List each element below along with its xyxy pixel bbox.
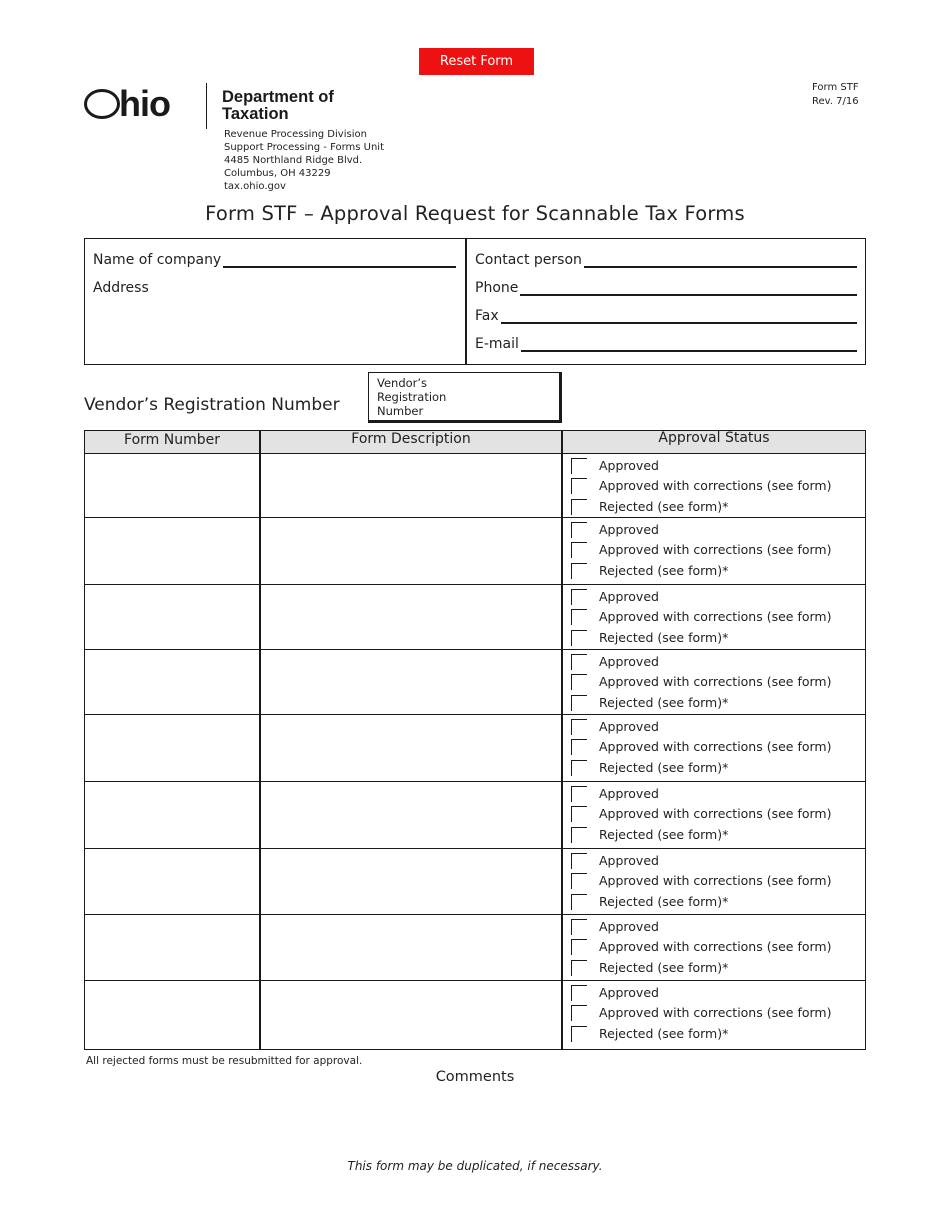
form-revision: Rev. 7/16 [812,96,859,107]
column-divider-2 [561,915,563,980]
division-line-1: Revenue Processing Division [224,129,367,140]
status-option-rejected[interactable] [571,562,851,580]
approved-checkbox[interactable] [571,719,587,735]
rejected-label: Rejected (see form)* [599,1026,729,1041]
status-option-approved-with-corrections[interactable] [571,541,851,559]
status-option-approved[interactable] [571,852,851,870]
column-divider-2 [561,518,563,584]
rejected-checkbox[interactable] [571,960,587,976]
division-line-4: Columbus, OH 43229 [224,168,331,179]
info-divider [465,239,467,364]
email-input-line[interactable] [521,338,857,352]
rejected-label: Rejected (see form)* [599,760,729,775]
table-row [85,782,865,849]
approved-checkbox[interactable] [571,853,587,869]
form-description-cell[interactable] [261,454,561,517]
form-number-cell[interactable] [85,454,259,517]
fax-field[interactable] [475,308,857,324]
status-option-approved-with-corrections[interactable] [571,872,851,890]
approved-with-corrections-label: Approved with corrections (see form) [599,873,832,888]
rejected-label: Rejected (see form)* [599,960,729,975]
rejected-label: Rejected (see form)* [599,499,729,514]
phone-label: Phone [475,280,519,296]
form-description-cell[interactable] [261,915,561,980]
status-option-rejected[interactable] [571,694,851,712]
approved-label: Approved [599,985,659,1000]
form-description-cell[interactable] [261,585,561,649]
approved-label: Approved [599,853,659,868]
rejected-checkbox[interactable] [571,630,587,646]
rejected-checkbox[interactable] [571,1026,587,1042]
approved-with-corrections-checkbox[interactable] [571,939,587,955]
table-row [85,518,865,585]
approved-checkbox[interactable] [571,919,587,935]
approved-with-corrections-label: Approved with corrections (see form) [599,939,832,954]
header-divider-1 [259,431,261,453]
email-field[interactable] [475,336,857,352]
form-number-cell[interactable] [85,981,259,1049]
status-option-approved[interactable] [571,521,851,539]
column-divider-2 [561,981,563,1049]
approved-checkbox[interactable] [571,786,587,802]
comments-label: Comments [435,1069,515,1085]
status-option-approved-with-corrections[interactable] [571,805,851,823]
rejected-checkbox[interactable] [571,499,587,515]
header-form-description: Form Description [351,431,471,447]
status-option-approved[interactable] [571,588,851,606]
vendor-registration-input[interactable] [368,372,562,423]
approved-with-corrections-label: Approved with corrections (see form) [599,739,832,754]
rejected-label: Rejected (see form)* [599,695,729,710]
ohio-logo-text: hio [119,83,170,124]
status-option-rejected[interactable] [571,1025,851,1043]
reset-form-button[interactable]: Reset Form [419,48,534,75]
form-description-cell[interactable] [261,715,561,781]
email-label: E-mail [475,336,519,352]
vendor-box-line-2: Registration [377,390,447,404]
department-name [222,89,334,123]
table-row [85,981,865,1049]
rejected-checkbox[interactable] [571,563,587,579]
approved-checkbox[interactable] [571,522,587,538]
approved-label: Approved [599,458,659,473]
status-option-approved[interactable] [571,785,851,803]
company-input-line[interactable] [223,254,456,268]
column-divider-2 [561,454,563,517]
column-divider-1 [259,849,261,914]
rejected-checkbox[interactable] [571,695,587,711]
footer-note: This form may be duplicated, if necessary. [347,1159,603,1173]
address-label: Address [93,280,149,296]
division-address [224,128,384,193]
approved-with-corrections-checkbox[interactable] [571,542,587,558]
header-divider-2 [561,431,563,453]
ohio-logo-o [84,89,120,119]
division-website: tax.ohio.gov [224,181,286,192]
form-number-cell[interactable] [85,518,259,584]
approved-with-corrections-checkbox[interactable] [571,739,587,755]
rejected-label: Rejected (see form)* [599,630,729,645]
column-divider-1 [259,981,261,1049]
approved-with-corrections-checkbox[interactable] [571,806,587,822]
rejection-note: All rejected forms must be resubmitted for approval. [86,1055,363,1067]
form-description-cell[interactable] [261,981,561,1049]
approved-with-corrections-checkbox[interactable] [571,478,587,494]
form-number-cell[interactable] [85,782,259,848]
approved-checkbox[interactable] [571,985,587,1001]
column-divider-1 [259,650,261,714]
approved-label: Approved [599,919,659,934]
approved-label: Approved [599,786,659,801]
column-divider-1 [259,782,261,848]
approved-checkbox[interactable] [571,654,587,670]
form-number-cell[interactable] [85,650,259,714]
column-divider-1 [259,454,261,517]
vendor-box-line-3: Number [377,404,424,418]
approved-with-corrections-label: Approved with corrections (see form) [599,806,832,821]
forms-table [84,430,866,1050]
column-divider-1 [259,518,261,584]
phone-field[interactable] [475,280,857,296]
table-row [85,915,865,981]
form-number-cell[interactable] [85,849,259,914]
status-option-rejected[interactable] [571,629,851,647]
column-divider-1 [259,915,261,980]
table-row [85,650,865,715]
page-title: Form STF – Approval Request for Scannable Tax Forms [205,202,745,225]
form-description-cell[interactable] [261,518,561,584]
table-row [85,585,865,650]
column-divider-1 [259,585,261,649]
column-divider-2 [561,782,563,848]
approved-with-corrections-checkbox[interactable] [571,873,587,889]
rejected-label: Rejected (see form)* [599,563,729,578]
header-form-number: Form Number [124,432,220,448]
approved-label: Approved [599,589,659,604]
fax-input-line[interactable] [501,310,857,324]
table-row [85,849,865,915]
form-description-cell[interactable] [261,782,561,848]
status-option-rejected[interactable] [571,498,851,516]
approved-with-corrections-checkbox[interactable] [571,674,587,690]
form-number-cell[interactable] [85,585,259,649]
department-line-1: Department of [222,88,334,106]
status-option-approved-with-corrections[interactable] [571,673,851,691]
table-row [85,454,865,518]
status-option-rejected[interactable] [571,759,851,777]
ohio-logo [84,83,170,124]
rejected-checkbox[interactable] [571,760,587,776]
status-option-approved[interactable] [571,918,851,936]
vendor-box-line-1: Vendor’s [377,376,428,390]
approved-label: Approved [599,654,659,669]
status-option-approved-with-corrections[interactable] [571,738,851,756]
approved-with-corrections-label: Approved with corrections (see form) [599,1005,832,1020]
status-option-approved[interactable] [571,984,851,1002]
company-field[interactable] [93,252,456,268]
vendor-registration-label: Vendor’s Registration Number [84,395,340,415]
rejected-label: Rejected (see form)* [599,894,729,909]
column-divider-2 [561,650,563,714]
column-divider-2 [561,715,563,781]
contact-person-input-line[interactable] [584,254,857,268]
contact-person-field[interactable] [475,252,857,268]
form-number-cell[interactable] [85,715,259,781]
status-option-rejected[interactable] [571,959,851,977]
fax-label: Fax [475,308,499,324]
vendor-box-caption [377,376,446,418]
column-divider-1 [259,715,261,781]
form-number-cell[interactable] [85,915,259,980]
status-option-approved-with-corrections[interactable] [571,477,851,495]
approved-with-corrections-checkbox[interactable] [571,1005,587,1021]
approved-checkbox[interactable] [571,458,587,474]
contact-person-label: Contact person [475,252,582,268]
table-row [85,715,865,782]
rejected-checkbox[interactable] [571,894,587,910]
status-option-approved[interactable] [571,457,851,475]
status-option-approved-with-corrections[interactable] [571,1004,851,1022]
form-name: Form STF [812,82,859,93]
column-divider-2 [561,585,563,649]
rejected-checkbox[interactable] [571,827,587,843]
status-option-approved[interactable] [571,653,851,671]
approved-with-corrections-checkbox[interactable] [571,609,587,625]
status-option-approved-with-corrections[interactable] [571,938,851,956]
phone-input-line[interactable] [520,282,857,296]
rejected-label: Rejected (see form)* [599,827,729,842]
form-description-cell[interactable] [261,849,561,914]
address-field[interactable] [93,280,149,296]
table-header [85,431,865,454]
column-divider-2 [561,849,563,914]
division-line-3: 4485 Northland Ridge Blvd. [224,155,363,166]
approved-with-corrections-label: Approved with corrections (see form) [599,542,832,557]
division-line-2: Support Processing - Forms Unit [224,142,385,153]
status-option-approved[interactable] [571,718,851,736]
approved-label: Approved [599,719,659,734]
approved-with-corrections-label: Approved with corrections (see form) [599,609,832,624]
approved-checkbox[interactable] [571,589,587,605]
form-description-cell[interactable] [261,650,561,714]
header-approval-status: Approval Status [658,430,770,446]
approved-with-corrections-label: Approved with corrections (see form) [599,478,832,493]
approved-label: Approved [599,522,659,537]
contact-info-box [84,238,866,365]
status-option-rejected[interactable] [571,893,851,911]
form-identifier [812,81,859,109]
department-line-2: Taxation [222,105,289,123]
approved-with-corrections-label: Approved with corrections (see form) [599,674,832,689]
status-option-approved-with-corrections[interactable] [571,608,851,626]
status-option-rejected[interactable] [571,826,851,844]
company-label: Name of company [93,252,222,268]
logo-divider [206,83,207,129]
